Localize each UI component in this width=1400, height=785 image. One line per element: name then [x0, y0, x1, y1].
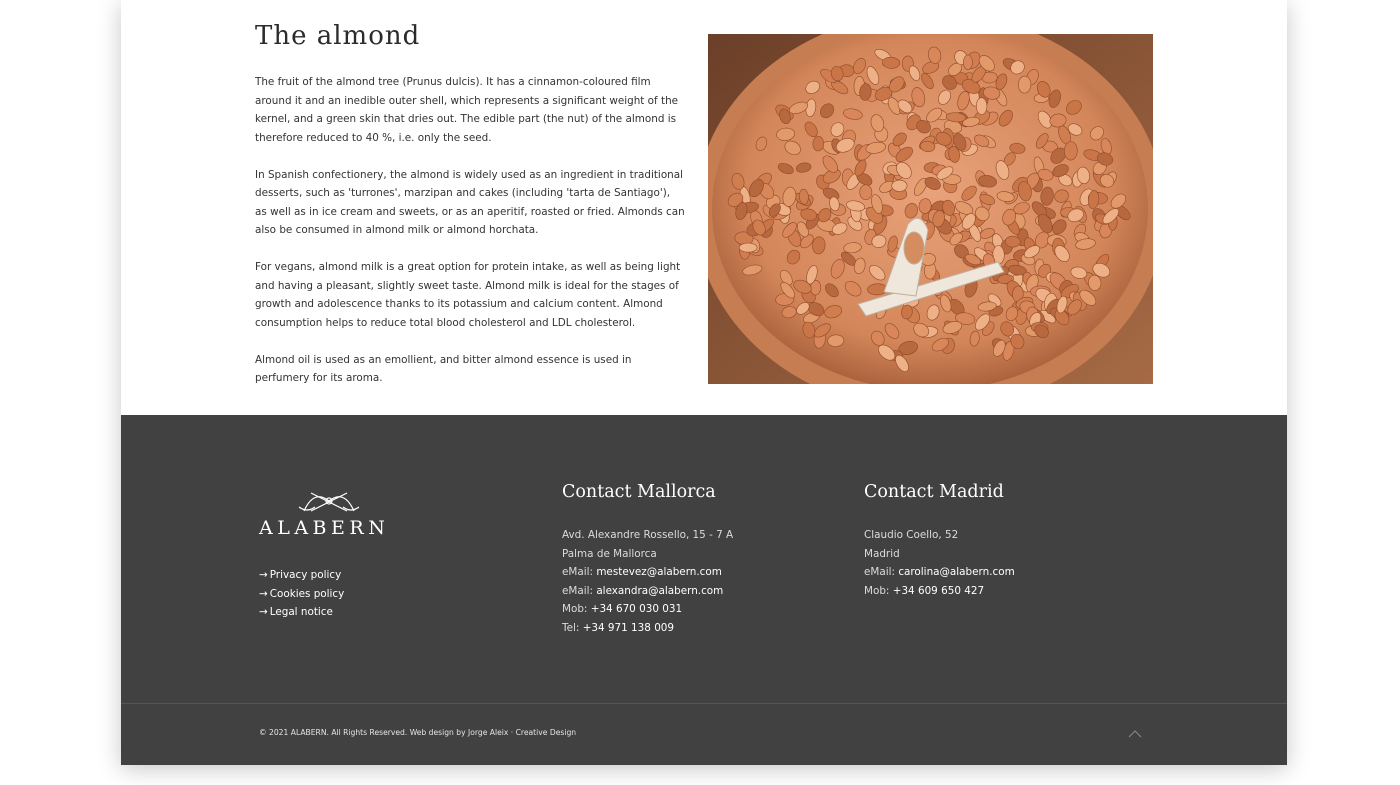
- link-label: Legal notice: [269, 606, 333, 618]
- phone-link[interactable]: +34 609 650 427: [892, 584, 985, 597]
- site-footer: [121, 415, 1287, 765]
- telephone-line: Tel: +34 971 138 009: [562, 621, 675, 634]
- article-section: [121, 0, 1287, 415]
- article-body: [255, 73, 685, 406]
- logo-emblem-icon: [259, 485, 399, 517]
- copyright-text: © 2021 ALABERN. All Rights Reserved. Web design by Jorge Aleix · Creative Design: [259, 728, 577, 737]
- email-line: eMail: carolina@alabern.com: [864, 566, 1015, 578]
- phone-link[interactable]: +34 670 030 031: [590, 603, 683, 615]
- address-line: Claudio Coello, 52: [864, 529, 959, 541]
- article-paragraph: For vegans, almond milk is a great option for protein intake, as well as being light and having a pleasant, slightly sweet taste. Almond milk is ideal for the stages of growth and adolescence thanks to its potassium and calcium content. Almond consumption helps to reduce total blood cholesterol and LDL cholesterol.: [255, 261, 681, 329]
- arrow-right-icon: →: [259, 587, 268, 600]
- email-line: eMail: mestevez@alabern.com: [562, 566, 722, 578]
- arrow-right-icon: →: [259, 606, 268, 618]
- phone-link[interactable]: +34 971 138 009: [582, 621, 675, 634]
- page: [121, 0, 1287, 765]
- city-line: Madrid: [864, 547, 900, 560]
- chevron-up-icon: [1128, 729, 1142, 739]
- email-link[interactable]: mestevez@alabern.com: [596, 566, 722, 578]
- privacy-policy-link[interactable]: [259, 566, 344, 585]
- contact-mallorca: [562, 526, 733, 637]
- article-paragraph: In Spanish confectionery, the almond is widely used as an ingredient in traditional desserts, such as 'turrones', marzipan and cakes (including 'tarta de Santiago'), as well as in ice cream and sweets, or as an aperitif, roasted or fried. Almonds can also be consumed in almond milk or almond horchata.: [255, 168, 685, 236]
- city-line: Palma de Mallorca: [562, 547, 657, 560]
- article-paragraph: Almond oil is used as an emollient, and bitter almond essence is used in perfumery for its aroma.: [255, 353, 632, 384]
- link-label: Cookies policy: [269, 587, 345, 600]
- almonds-bowl-photo: [708, 34, 1153, 384]
- logo-text: ALABERN: [259, 517, 390, 539]
- email-link[interactable]: alexandra@alabern.com: [596, 584, 724, 597]
- contact-madrid-title: Contact Madrid: [864, 482, 1004, 502]
- contact-madrid: [864, 526, 1015, 600]
- article-paragraph: The fruit of the almond tree (Prunus dulcis). It has a cinnamon-coloured film around it and an inedible outer shell, which represents a significant weight of the kernel, and a green skin that dries out. The edible part (the nut) of the almond is therefore reduced to 40 %, i.e. only the seed.: [255, 76, 679, 144]
- mobile-line: Mob: +34 670 030 031: [562, 603, 683, 615]
- link-label: Privacy policy: [269, 569, 342, 581]
- email-link[interactable]: carolina@alabern.com: [898, 566, 1015, 578]
- footer-bottom-bar: [121, 703, 1287, 766]
- contact-mallorca-title: Contact Mallorca: [562, 482, 716, 502]
- mobile-line: Mob: +34 609 650 427: [864, 584, 985, 597]
- address-line: Avd. Alexandre Rossello, 15 - 7 A: [562, 529, 734, 541]
- alabern-logo[interactable]: [259, 485, 399, 541]
- cookies-policy-link[interactable]: [259, 585, 344, 604]
- article-title: The almond: [255, 21, 421, 51]
- arrow-right-icon: →: [259, 569, 268, 581]
- legal-links: [259, 566, 344, 622]
- legal-notice-link[interactable]: [259, 603, 344, 622]
- back-to-top-button[interactable]: [1128, 724, 1142, 734]
- email-line: eMail: alexandra@alabern.com: [562, 584, 724, 597]
